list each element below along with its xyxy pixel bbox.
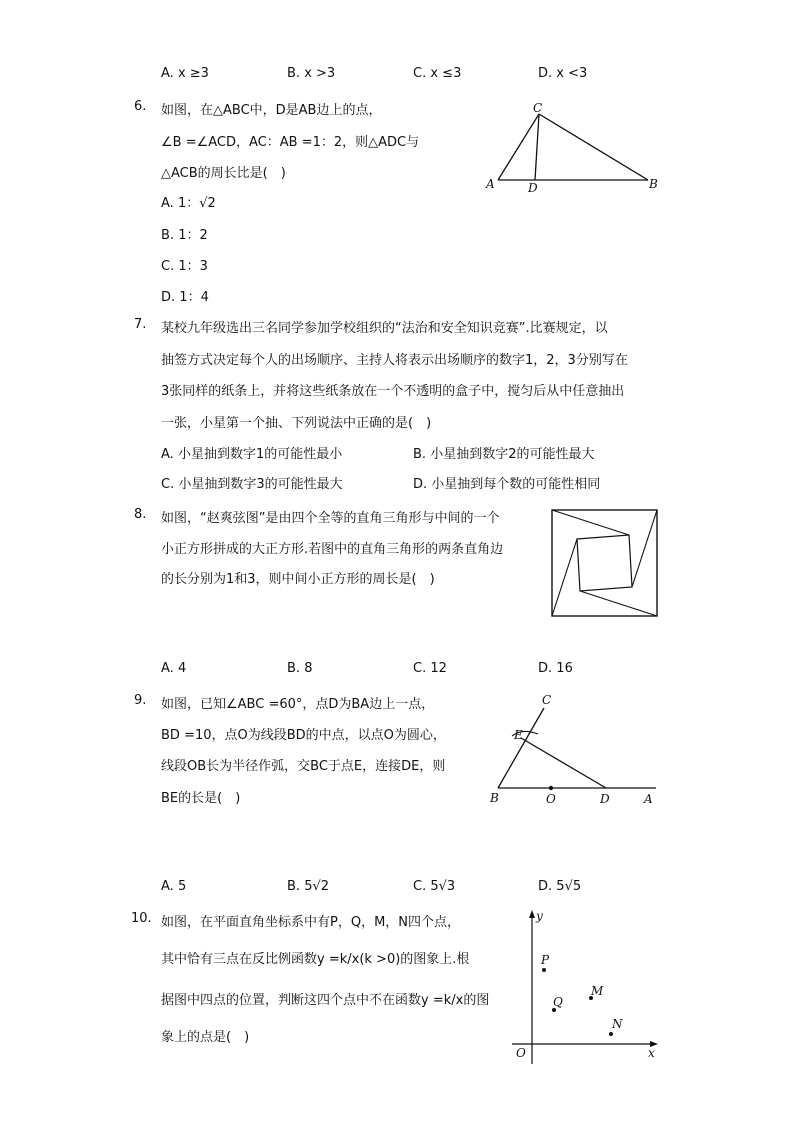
q7-option-a: A. 小星抽到数字1的可能性最小 (161, 447, 343, 462)
q8-option-d: D. 16 (538, 661, 573, 676)
q10-label-n: N (612, 1017, 623, 1031)
q9-line-4: BE的长是( ) (161, 791, 241, 806)
q6-side-cb (539, 114, 648, 180)
q7-line-3: 3张同样的纸条上，并将这些纸条放在一个不透明的盒子中，搅匀后从中任意抽出 (161, 384, 625, 399)
q9-angle-figure (484, 692, 664, 810)
q9-label-c: C (542, 693, 552, 707)
q10-line-2: 其中恰有三点在反比例函数y =k/x(k >0)的图象上.根 (161, 952, 470, 967)
q8-zhaoshuang-figure (550, 508, 660, 620)
q5-option-d: D. x <3 (538, 66, 588, 81)
q10-label-y: y (536, 909, 543, 923)
q6-line-3: △ACB的周长比是( ) (161, 166, 286, 181)
q8-line-2: 小正方形拼成的大正方形.若图中的直角三角形的两条直角边 (161, 542, 504, 557)
q9-label-a: A (644, 792, 653, 806)
q9-option-b: B. 5√2 (287, 879, 330, 894)
q10-line-3: 据图中四点的位置，判断这四个点中不在函数y =k/x的图 (161, 993, 490, 1008)
q9-option-a: A. 5 (161, 879, 187, 894)
q7-line-2: 抽签方式决定每个人的出场顺序、主持人将表示出场顺序的数字1，2，3分别写在 (161, 353, 628, 368)
q6-side-ac (498, 114, 539, 180)
q9-option-d: D. 5√5 (538, 879, 582, 894)
q6-line-1: 如图，在△ABC中，D是AB边上的点， (161, 103, 382, 118)
q10-line-1: 如图，在平面直角坐标系中有P，Q，M，N四个点， (161, 915, 461, 930)
q9-label-d: D (600, 792, 610, 806)
q8-number: 8. (134, 507, 147, 522)
q8-outer-square (552, 510, 657, 616)
q9-option-c: C. 5√3 (413, 879, 456, 894)
q5-option-b: B. x >3 (287, 66, 336, 81)
q6-option-b: B. 1：2 (161, 228, 208, 243)
q7-option-b: B. 小星抽到数字2的可能性最大 (413, 447, 595, 462)
q8-line-1: 如图，“赵爽弦图”是由四个全等的直角三角形与中间的一个 (161, 511, 500, 526)
q9-line-2: BD =10，点O为线段BD的中点，以点O为圆心， (161, 728, 446, 743)
q9-line-3: 线段OB长为半径作弧，交BC于点E，连接DE，则 (161, 759, 446, 774)
q7-option-d: D. 小星抽到每个数的可能性相同 (413, 477, 601, 492)
q8-option-a: A. 4 (161, 661, 187, 676)
q10-label-m: M (591, 984, 604, 998)
q9-segment-de (521, 738, 606, 788)
q7-number: 7. (134, 317, 147, 332)
q5-option-c: C. x ≤3 (413, 66, 462, 81)
q9-point-o (549, 786, 553, 790)
q10-point-p (542, 968, 546, 972)
q10-point-n (609, 1032, 613, 1036)
q5-option-a: A. x ≥3 (161, 66, 209, 81)
q7-line-1: 某校九年级选出三名同学参加学校组织的“法治和安全知识竞赛”.比赛规定，以 (161, 321, 608, 336)
q10-label-o: O (516, 1046, 526, 1060)
q10-number: 10. (131, 911, 152, 926)
q8-inner-square (577, 535, 632, 591)
q9-label-e: E (514, 728, 523, 742)
q9-number: 9. (134, 693, 147, 708)
q6-label-a: A (486, 177, 495, 191)
q6-option-c: C. 1：3 (161, 259, 208, 274)
q9-line-1: 如图，已知∠ABC =60°，点D为BA边上一点， (161, 697, 435, 712)
q9-label-b: B (490, 791, 499, 805)
q6-line-2: ∠B =∠ACD，AC：AB =1：2，则△ADC与 (161, 135, 420, 150)
q7-option-c: C. 小星抽到数字3的可能性最大 (161, 477, 343, 492)
q10-label-x: x (648, 1046, 655, 1060)
q8-option-b: B. 8 (287, 661, 313, 676)
q8-option-c: C. 12 (413, 661, 447, 676)
q6-label-c: C (533, 101, 543, 115)
q6-number: 6. (134, 99, 147, 114)
q7-line-4: 一张，小星第一个抽、下列说法中正确的是( ) (161, 416, 432, 431)
q6-label-d: D (528, 181, 538, 195)
q6-option-d: D. 1：4 (161, 290, 209, 305)
q10-y-arrow (529, 910, 535, 918)
q10-line-4: 象上的点是( ) (161, 1030, 250, 1045)
q6-triangle-figure (480, 98, 670, 198)
q10-label-q: Q (553, 995, 563, 1009)
q6-segment-cd (535, 114, 539, 180)
q10-label-p: P (541, 953, 550, 967)
q6-label-b: B (649, 177, 658, 191)
q8-line-3: 的长分别为1和3，则中间小正方形的周长是( ) (161, 572, 435, 587)
q10-coordinate-figure (508, 908, 668, 1068)
q9-label-o: O (546, 792, 556, 806)
q6-option-a: A. 1：√2 (161, 196, 216, 211)
